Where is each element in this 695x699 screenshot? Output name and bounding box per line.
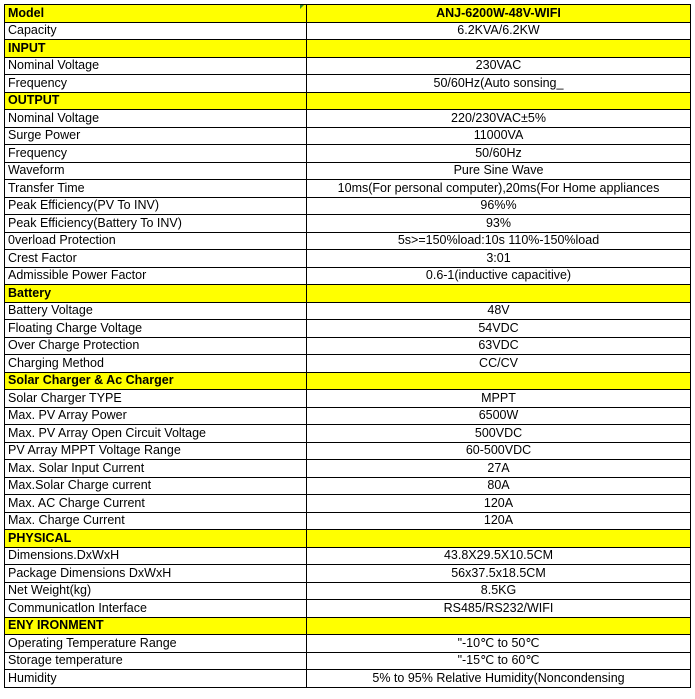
spec-label: Transfer Time xyxy=(5,180,307,198)
spec-row xyxy=(5,512,691,530)
section-title: ENY IRONMENT xyxy=(5,617,307,635)
section-header-row xyxy=(5,617,691,635)
spec-row xyxy=(5,337,691,355)
spec-row xyxy=(5,670,691,688)
spec-row xyxy=(5,57,691,75)
spec-row xyxy=(5,232,691,250)
section-title: INPUT xyxy=(5,40,307,58)
spec-value: CC/CV xyxy=(307,355,691,373)
spec-value: 5s>=150%load:10s 110%-150%load xyxy=(307,232,691,250)
spec-row xyxy=(5,162,691,180)
spec-value: 63VDC xyxy=(307,337,691,355)
spec-row xyxy=(5,110,691,128)
spec-label: Nominal Voltage xyxy=(5,57,307,75)
spec-label: PV Array MPPT Voltage Range xyxy=(5,442,307,460)
spec-row xyxy=(5,215,691,233)
spec-value: 5% to 95% Relative Humidity(Noncondensing xyxy=(307,670,691,688)
spec-label: Nominal Voltage xyxy=(5,110,307,128)
spec-row xyxy=(5,180,691,198)
spec-value: 6.2KVA/6.2KW xyxy=(307,22,691,40)
spec-row xyxy=(5,442,691,460)
spec-label: Communicatlon Interface xyxy=(5,600,307,618)
spec-label: Max. Charge Current xyxy=(5,512,307,530)
spec-value: 0.6-1(inductive capacitive) xyxy=(307,267,691,285)
spec-label: Max. AC Charge Current xyxy=(5,495,307,513)
spec-value: 50/60Hz xyxy=(307,145,691,163)
spec-row xyxy=(5,250,691,268)
cell-comment-marker xyxy=(300,5,304,9)
spec-row xyxy=(5,22,691,40)
spec-label: Battery Voltage xyxy=(5,302,307,320)
spec-value: 230VAC xyxy=(307,57,691,75)
spec-value: 93% xyxy=(307,215,691,233)
section-value xyxy=(307,617,691,635)
spec-label: Operating Temperature Range xyxy=(5,635,307,653)
section-value xyxy=(307,40,691,58)
spec-label: Over Charge Protection xyxy=(5,337,307,355)
spec-row xyxy=(5,600,691,618)
spec-value: 54VDC xyxy=(307,320,691,338)
spec-value: 11000VA xyxy=(307,127,691,145)
section-header-row xyxy=(5,40,691,58)
spec-value: 120A xyxy=(307,512,691,530)
section-value xyxy=(307,530,691,548)
spec-row xyxy=(5,302,691,320)
spec-value: "-10℃ to 50℃ xyxy=(307,635,691,653)
spec-value: 6500W xyxy=(307,407,691,425)
spec-table-body xyxy=(5,5,691,688)
spec-label: Max. PV Array Open Circuit Voltage xyxy=(5,425,307,443)
spec-row xyxy=(5,320,691,338)
section-value xyxy=(307,92,691,110)
spec-label: Humidity xyxy=(5,670,307,688)
spec-label: Peak Efficiency(Battery To INV) xyxy=(5,215,307,233)
section-title: Solar Charger & Ac Charger xyxy=(5,372,307,390)
spec-value: Pure Sine Wave xyxy=(307,162,691,180)
spec-row xyxy=(5,495,691,513)
spec-table xyxy=(4,4,691,688)
spec-row xyxy=(5,407,691,425)
spec-label: Crest Factor xyxy=(5,250,307,268)
spec-label: Net Weight(kg) xyxy=(5,582,307,600)
spec-value: RS485/RS232/WIFI xyxy=(307,600,691,618)
section-header-row xyxy=(5,530,691,548)
spec-row xyxy=(5,390,691,408)
spec-row xyxy=(5,127,691,145)
spec-value: 80A xyxy=(307,477,691,495)
spec-label: Admissible Power Factor xyxy=(5,267,307,285)
spec-row xyxy=(5,565,691,583)
spec-label: Floating Charge Voltage xyxy=(5,320,307,338)
section-title: OUTPUT xyxy=(5,92,307,110)
spec-value: 120A xyxy=(307,495,691,513)
spec-row xyxy=(5,425,691,443)
spec-label: Max. PV Array Power xyxy=(5,407,307,425)
spec-value: MPPT xyxy=(307,390,691,408)
spec-value: 8.5KG xyxy=(307,582,691,600)
section-value xyxy=(307,285,691,303)
spec-label: 0verload Protection xyxy=(5,232,307,250)
spec-label: Max. Solar Input Current xyxy=(5,460,307,478)
spec-row xyxy=(5,652,691,670)
spec-row xyxy=(5,355,691,373)
spec-label: Package Dimensions DxWxH xyxy=(5,565,307,583)
spec-value: 43.8X29.5X10.5CM xyxy=(307,547,691,565)
spec-label: Charging Method xyxy=(5,355,307,373)
spec-label: Max.Solar Charge current xyxy=(5,477,307,495)
section-title: PHYSICAL xyxy=(5,530,307,548)
section-title: Model xyxy=(5,5,307,23)
spec-row xyxy=(5,582,691,600)
spec-row xyxy=(5,75,691,93)
spec-value: 48V xyxy=(307,302,691,320)
spec-value: "-15℃ to 60℃ xyxy=(307,652,691,670)
spec-label: Storage temperature xyxy=(5,652,307,670)
spec-label: Capacity xyxy=(5,22,307,40)
spec-value: 3:01 xyxy=(307,250,691,268)
section-header-row xyxy=(5,285,691,303)
spec-row xyxy=(5,267,691,285)
spec-value: 500VDC xyxy=(307,425,691,443)
spec-value: 50/60Hz(Auto sonsing_ xyxy=(307,75,691,93)
spec-row xyxy=(5,145,691,163)
section-title: Battery xyxy=(5,285,307,303)
spec-value: 10ms(For personal computer),20ms(For Home appliances xyxy=(307,180,691,198)
spec-label: Frequency xyxy=(5,145,307,163)
spec-label: Solar Charger TYPE xyxy=(5,390,307,408)
spec-label: Waveform xyxy=(5,162,307,180)
section-header-row xyxy=(5,92,691,110)
spec-row xyxy=(5,460,691,478)
spec-label: Dimensions.DxWxH xyxy=(5,547,307,565)
spec-value: 60-500VDC xyxy=(307,442,691,460)
spec-value: 56x37.5x18.5CM xyxy=(307,565,691,583)
spec-label: Peak Efficiency(PV To INV) xyxy=(5,197,307,215)
spec-row xyxy=(5,547,691,565)
spec-row xyxy=(5,477,691,495)
spec-label: Surge Power xyxy=(5,127,307,145)
section-header-row xyxy=(5,372,691,390)
section-header-row xyxy=(5,5,691,23)
spec-value: 27A xyxy=(307,460,691,478)
spec-label: Frequency xyxy=(5,75,307,93)
spec-row xyxy=(5,197,691,215)
spec-value: 220/230VAC±5% xyxy=(307,110,691,128)
section-value: ANJ-6200W-48V-WIFI xyxy=(307,5,691,23)
section-value xyxy=(307,372,691,390)
spec-row xyxy=(5,635,691,653)
spec-value: 96%% xyxy=(307,197,691,215)
